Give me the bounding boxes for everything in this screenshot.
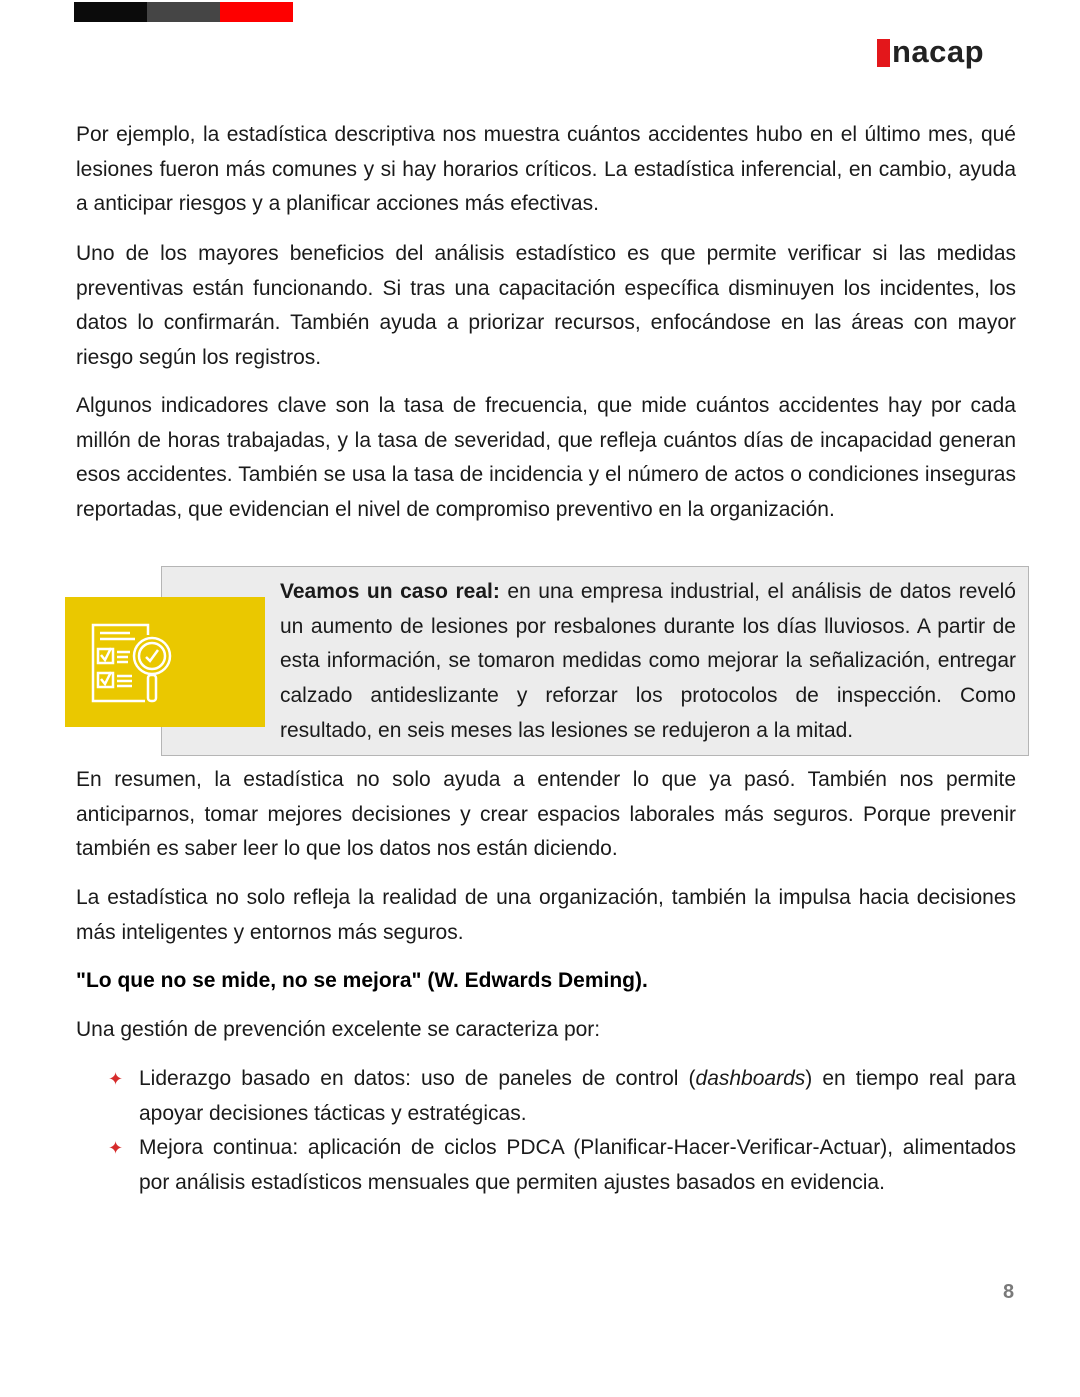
- paragraph: Uno de los mayores beneficios del análisis estadístico es que permite verificar si las medidas preventivas están funcionando. Si tras una capacitación específica disminuyen los incidentes, los datos lo confirmarán. También ayuda a priorizar recursos, enfocándose en las áreas con mayor riesgo según los registros.: [76, 242, 1016, 370]
- paragraph: La estadística no solo refleja la realidad de una organización, también la impulsa hacia decisiones más inteligentes y entornos más seguros.: [76, 886, 1016, 944]
- bullet-text: Mejora continua: aplicación de ciclos PDCA (Planificar-Hacer-Verificar-Actuar), alimentados por análisis estadísticos mensuales que permiten ajustes basados en evidencia.: [139, 1136, 1016, 1194]
- callout-text: [280, 575, 1016, 749]
- inacap-logo: nacap: [877, 36, 984, 68]
- list-item: [108, 1062, 1016, 1131]
- paragraph: Algunos indicadores clave son la tasa de frecuencia, que mide cuántos accidentes hay por cada millón de horas trabajadas, y la tasa de severidad, que refleja cuántos días de incapacidad generan esos accidentes. También se usa la tasa de incidencia y el número de actos o condiciones inseguras reportadas, que evidencian el nivel de compromiso preventivo en la organización.: [76, 394, 1016, 522]
- paragraph: En resumen, la estadística no solo ayuda a entender lo que ya pasó. También nos permite anticiparnos, tomar mejores decisiones y crear espacios laborales más seguros. Porque prevenir también es saber leer lo que los datos nos están diciendo.: [76, 768, 1016, 861]
- list-item: [108, 1131, 1016, 1200]
- callout-icon-box: [65, 597, 265, 727]
- callout-body: en una empresa industrial, el análisis de datos reveló un aumento de lesiones por resbalones durante los días lluviosos. A partir de esta información, se tomaron medidas como mejorar la señalización, entregar calzado antideslizante y reforzar los protocolos de inspección. Como resultado, en seis meses las lesiones se redujeron a la mitad.: [280, 580, 1016, 742]
- callout-bold: Veamos un caso real:: [280, 580, 500, 603]
- paragraph: Por ejemplo, la estadística descriptiva nos muestra cuántos accidentes hubo en el último mes, qué lesiones fueron más comunes y si hay horarios críticos. La estadística inferencial, en cambio, ayuda a anticipar riesgos y a planificar acciones más efectivas.: [76, 123, 1016, 216]
- star-bullet-icon: ✦: [108, 1069, 124, 1089]
- list-intro: Una gestión de prevención excelente se caracteriza por:: [76, 1018, 601, 1041]
- bullet-text: Liderazgo basado en datos: uso de paneles de control (: [139, 1067, 696, 1090]
- star-bullet-icon: ✦: [108, 1138, 124, 1158]
- bullet-emphasis: dashboards: [695, 1067, 806, 1090]
- page-number: 8: [1003, 1281, 1015, 1303]
- checklist-magnifier-icon: [90, 621, 180, 706]
- header-bar-black: [74, 2, 147, 22]
- header-bar-red: [220, 2, 293, 22]
- quote: "Lo que no se mide, no se mejora" (W. Edwards Deming).: [76, 969, 648, 992]
- header-bar-gray: [147, 2, 220, 22]
- bullet-text: ) en tiempo real para apoyar decisiones tácticas y estratégicas.: [139, 1067, 1016, 1125]
